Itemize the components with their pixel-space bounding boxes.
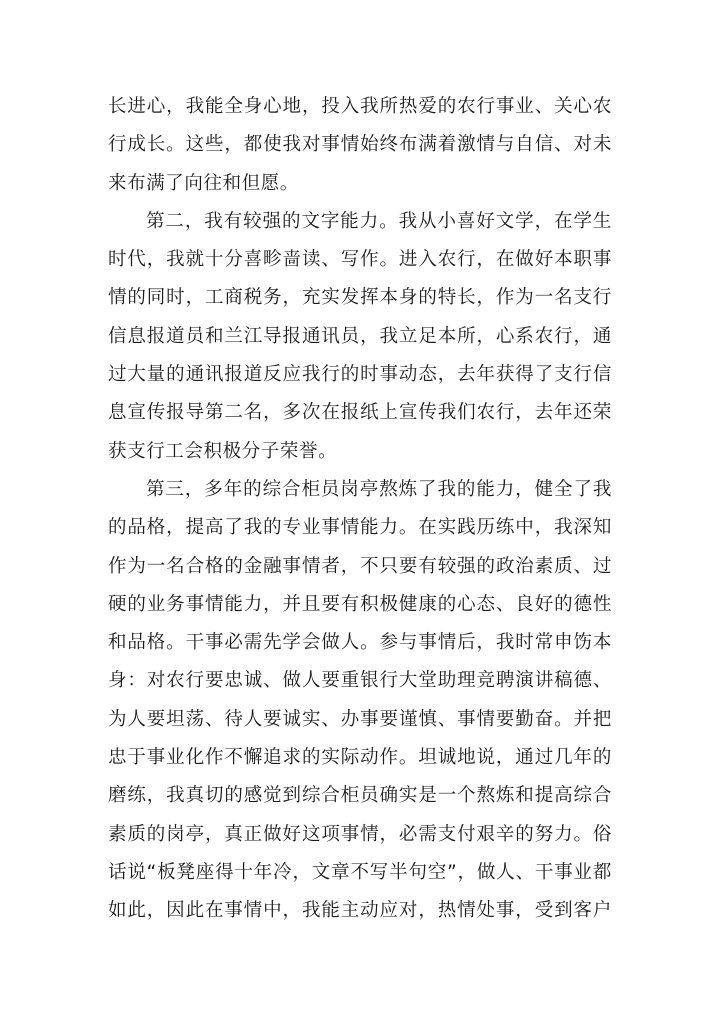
text-line: 作为一名合格的金融事情者，不只要有较强的政治素质、过 [108, 555, 612, 577]
text-line: 的品格，提高了我的专业事情能力。在实践历练中，我深知 [108, 517, 612, 539]
text-line: 来布满了向往和但愿。 [108, 172, 300, 194]
text-line: 第二，我有较强的文字能力。我从小喜好文学，在学生 [146, 210, 612, 232]
text-line: 获支行工会积极分子荣誉。 [108, 440, 338, 462]
text-line: 信息报道员和兰江导报通讯员，我立足本所，心系农行，通 [108, 325, 612, 347]
text-line: 时代，我就十分喜畛啬读、写作。进入农行，在做好本职事 [108, 249, 612, 271]
text-line: 过大量的通讯报道反应我行的时事动态，去年获得了支行信 [108, 364, 612, 386]
text-line: 身：对农行要忠诚、做人要重银行大堂助理竞聘演讲稿德、 [108, 670, 612, 692]
text-line: 素质的岗亭，真正做好这项事情，必需支付艰辛的努力。俗 [108, 823, 612, 845]
text-line: 和品格。干事必需先学会做人。参与事情后，我时常申饬本 [108, 632, 612, 654]
text-line: 磨练，我真切的感觉到综合柜员确实是一个熬炼和提高综合 [108, 785, 612, 807]
document-body [108, 88, 612, 931]
text-line: 情的同时，工商税务，充实发挥本身的特长，作为一名支行 [108, 287, 612, 309]
text-line: 长进心，我能全身心地，投入我所热爱的农行事业、关心农 [108, 96, 612, 117]
text-line: 第三，多年的综合柜员岗亭熬炼了我的能力，健全了我 [146, 478, 612, 500]
text-line: 话说“板凳座得十年冷，文章不写半句空”，做人、干事业都 [108, 861, 612, 883]
text-line: 为人要坦荡、待人要诚实、办事要谨慎、事情要勤奋。并把 [108, 708, 612, 730]
text-line: 息宣传报导第二名，多次在报纸上宣传我们农行，去年还荣 [108, 402, 612, 424]
text-line: 硬的业务事情能力，并且要有积极健康的心态、良好的德性 [108, 593, 612, 615]
text-line: 行成长。这些，都使我对事情始终布满着激情与自信、对未 [108, 134, 612, 156]
text-line: 忠于事业化作不懈追求的实际动作。坦诚地说，通过几年的 [108, 747, 612, 769]
text-line: 如此，因此在事情中，我能主动应对，热情处事，受到客户 [108, 900, 612, 922]
